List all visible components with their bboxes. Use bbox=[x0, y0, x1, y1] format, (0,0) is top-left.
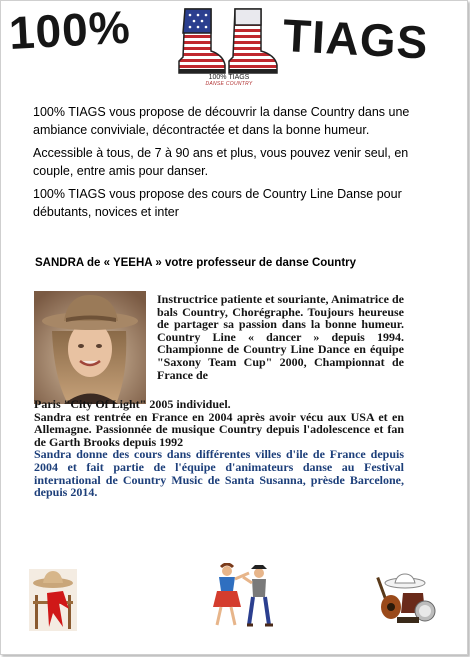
boots-caption bbox=[199, 74, 259, 88]
teacher-bio-full bbox=[34, 398, 404, 499]
bio-paragraph-3: Sandra donne des cours dans différentes villes d'ile de France depuis 2004 et fait partie de l'équipe d'animateurs danse au Festival international de Country Music de Santa Susanna, prèsde Barcelone, depuis 2014. bbox=[34, 447, 404, 500]
flag-boots-icon bbox=[171, 5, 283, 77]
guitar-hat-icon bbox=[373, 573, 439, 625]
intro-paragraph-2: Accessible à tous, de 7 à 90 ans et plus, vous pouvez venir seul, en couple, entre amis pour danser. bbox=[33, 146, 409, 178]
intro-paragraph-3: 100% TIAGS vous propose des cours de Country Line Danse pour débutants, novices et inter bbox=[33, 187, 402, 219]
teacher-title: SANDRA de « YEEHA » votre professeur de danse Country bbox=[35, 257, 357, 269]
bio-line: Paris "City Of Light" 2005 individuel. bbox=[34, 397, 231, 411]
boots-caption-subtitle: DANSE COUNTRY bbox=[205, 81, 253, 87]
bio-paragraph-1: Instructrice patiente et souriante, Animatrice de bals Country, Chorégraphe. Toujours heureuse de partager sa passion dans la bonne humeur. Country Line « dancer » depuis 1994. Championne de Country Line Dance en équipe "Saxony Team Cup" 2000, Championnat de France de bbox=[157, 292, 404, 382]
dancing-couple-icon bbox=[205, 563, 281, 629]
intro-paragraph-1: 100% TIAGS vous propose de découvrir la danse Country dans une ambiance conviviale, décontractée et dans la bonne humeur. bbox=[33, 105, 410, 137]
teacher-bio-side bbox=[157, 293, 404, 381]
teacher-portrait-photo bbox=[34, 291, 146, 404]
bio-paragraph-2: Sandra est rentrée en France en 2004 après avoir vécu aux USA et en Allemagne. Passionnée de musique Country depuis l'adolescence et fan de Garth Brooks depuis 1992 bbox=[34, 409, 404, 449]
logo-text-left: 100% bbox=[7, 0, 132, 59]
logo-text-right: TIAGS bbox=[281, 9, 430, 69]
cowboy-hat-scarf-icon bbox=[29, 569, 77, 631]
boots-caption-title: 100% TIAGS bbox=[208, 74, 250, 81]
intro-section bbox=[33, 103, 445, 226]
